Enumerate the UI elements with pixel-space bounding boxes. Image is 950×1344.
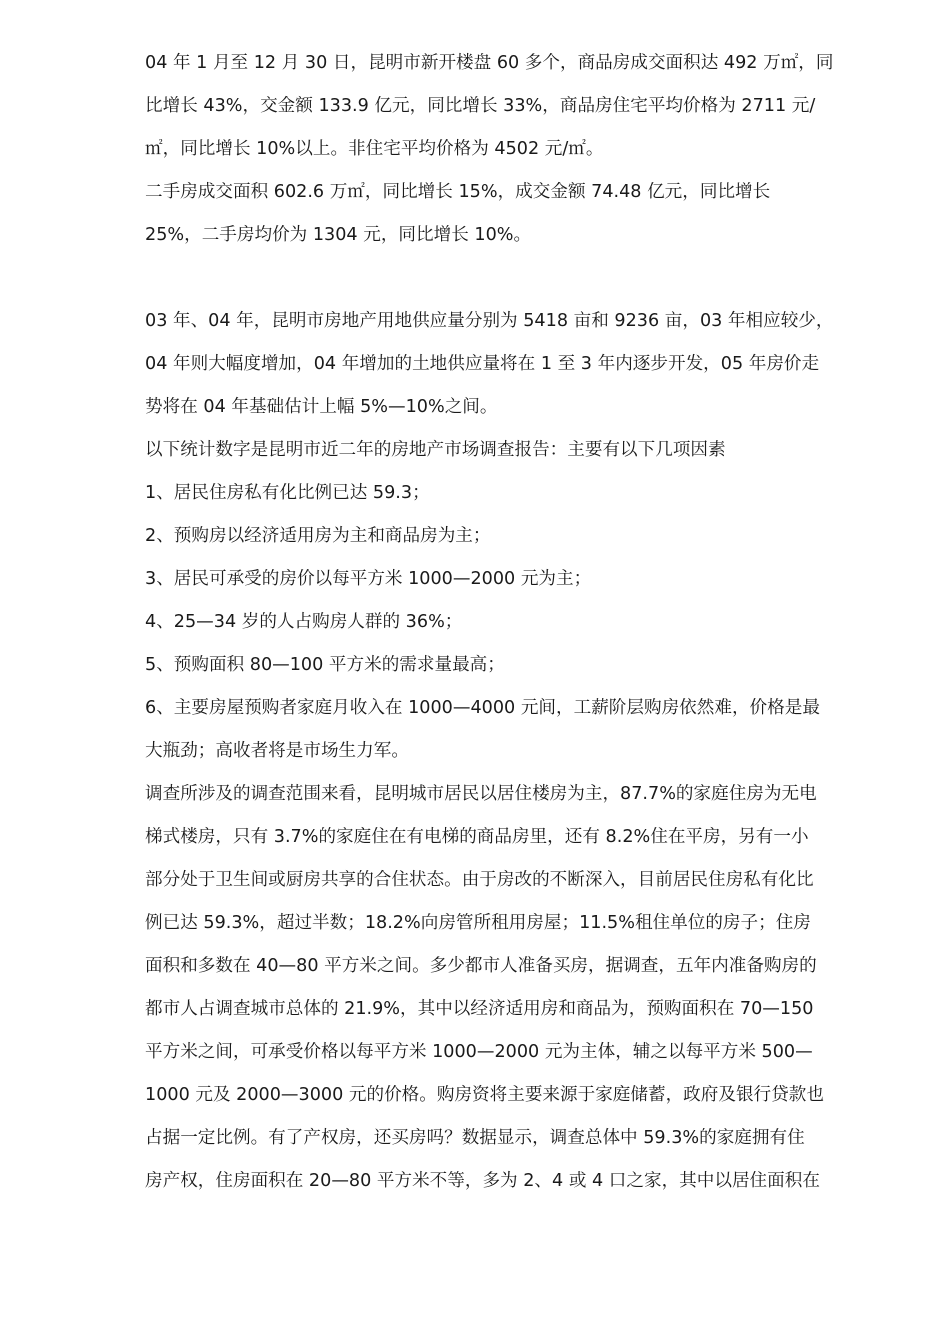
text-line: 调查所涉及的调查范围来看，昆明城市居民以居住楼房为主，87.7%的家庭住房为无电	[145, 784, 817, 804]
text-line: 比增长 43%，交金额 133.9 亿元，同比增长 33%，商品房住宅平均价格为 2711 元/	[145, 96, 816, 116]
text-line: 04 年 1 月至 12 月 30 日，昆明市新开楼盘 60 多个，商品房成交面积达 492 万㎡，同	[145, 53, 834, 73]
text-line: 梯式楼房，只有 3.7%的家庭住在有电梯的商品房里，还有 8.2%住在平房，另有一小	[145, 827, 809, 847]
document-body	[145, 42, 885, 1203]
text-line: 1000 元及 2000—3000 元的价格。购房资将主要来源于家庭储蓄，政府及银行贷款也	[145, 1085, 824, 1105]
blank-line	[145, 257, 885, 300]
text-line: 部分处于卫生间或厨房共享的合住状态。由于房改的不断深入，目前居民住房私有化比	[145, 870, 814, 890]
text-line: 房产权，住房面积在 20—80 平方米不等，多为 2、4 或 4 口之家，其中以居住面积在	[145, 1171, 820, 1191]
text-line: 例已达 59.3%，超过半数；18.2%向房管所租用房屋；11.5%租住单位的房子；住房	[145, 913, 811, 933]
text-line: 04 年则大幅度增加，04 年增加的土地供应量将在 1 至 3 年内逐步开发，05 年房价走	[145, 354, 820, 374]
list-item: 3、居民可承受的房价以每平方米 1000—2000 元为主；	[145, 569, 592, 589]
text-line: 势将在 04 年基础估计上幅 5%—10%之间。	[145, 397, 498, 417]
text-line: 以下统计数字是昆明市近二年的房地产市场调查报告：主要有以下几项因素	[145, 440, 726, 460]
text-line: 面积和多数在 40—80 平方米之间。多少都市人准备买房，据调查，五年内准备购房的	[145, 956, 817, 976]
list-item: 4、25—34 岁的人占购房人群的 36%；	[145, 612, 463, 632]
text-line: 都市人占调查城市总体的 21.9%，其中以经济适用房和商品为，预购面积在 70—150	[145, 999, 814, 1019]
text-line: 大瓶劲；高收者将是市场生力军。	[145, 741, 409, 761]
text-line: 二手房成交面积 602.6 万㎡，同比增长 15%，成交金额 74.48 亿元，同比增长	[145, 182, 771, 202]
list-item: 6、主要房屋预购者家庭月收入在 1000—4000 元间，工薪阶层购房依然难，价格是最	[145, 698, 820, 718]
text-line: 占据一定比例。有了产权房，还买房吗？数据显示，调查总体中 59.3%的家庭拥有住	[145, 1128, 805, 1148]
text-line: ㎡，同比增长 10%以上。非住宅平均价格为 4502 元/㎡。	[145, 139, 604, 159]
list-item: 5、预购面积 80—100 平方米的需求量最高；	[145, 655, 505, 675]
text-line: 平方米之间，可承受价格以每平方米 1000—2000 元为主体，辅之以每平方米 500—	[145, 1042, 813, 1062]
list-item: 2、预购房以经济适用房为主和商品房为主；	[145, 526, 491, 546]
text-line: 03 年、04 年，昆明市房地产用地供应量分别为 5418 亩和 9236 亩，03 年相应较少，	[145, 311, 834, 331]
list-item: 1、居民住房私有化比例已达 59.3；	[145, 483, 430, 503]
text-line: 25%，二手房均价为 1304 元，同比增长 10%。	[145, 225, 532, 245]
